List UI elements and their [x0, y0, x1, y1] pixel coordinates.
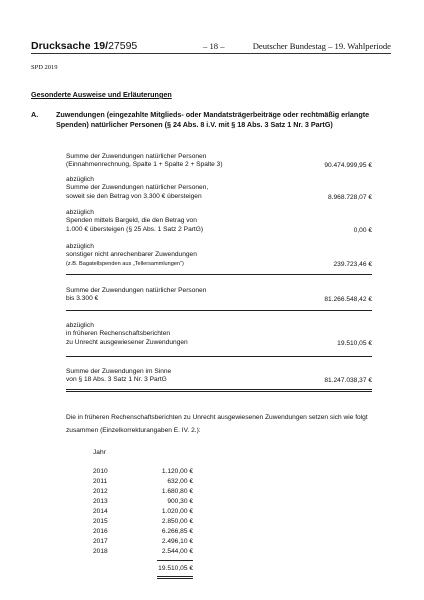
statement-row — [66, 176, 372, 202]
year: 2017 — [93, 538, 108, 545]
row-label-line: soweit sie den Betrag von 3.300 € übersteigen — [66, 192, 202, 200]
years-total: 19.510,05 € — [158, 565, 193, 572]
total-double-rule — [66, 389, 372, 392]
party-label: SPD 2019 — [31, 64, 58, 71]
row-label-line: abzüglich — [66, 209, 94, 216]
statement-row — [66, 153, 372, 170]
row-label-line: abzüglich — [66, 322, 94, 329]
header-rule — [31, 53, 391, 54]
row-note: (z.B. Bagatellspenden aus „Tellersammlungen“) — [66, 260, 184, 267]
row-label-line: Summe der Zuwendungen natürlicher Personen — [66, 287, 207, 294]
subtotal-rule — [66, 274, 372, 275]
row-label-line: bis 3.300 € — [66, 295, 99, 303]
page-header — [31, 40, 391, 54]
year-value: 900,30 € — [167, 498, 193, 505]
year: 2012 — [93, 488, 108, 495]
row-label-line: (Einnahmenrechnung, Spalte 1 + Spalte 2 + Spalte 3) — [66, 161, 223, 169]
statement-row — [66, 209, 372, 235]
row-amount: 19.510,05 € — [337, 339, 372, 347]
doc-number: 27595 — [108, 40, 138, 52]
row-label-line: abzüglich — [66, 176, 94, 183]
year: 2014 — [93, 508, 108, 515]
row-label-line: Spenden mittels Bargeld, die den Betrag von — [66, 217, 197, 225]
year: 2010 — [93, 468, 108, 475]
year: 2013 — [93, 498, 108, 505]
explanation-paragraph: Die in früheren Rechenschaftsberichten zu Unrecht ausgewiesenen Zuwendungen setzen sich wie folgt zusammen (Einzelkorrekturangaben E. IV. 2.): — [66, 414, 368, 434]
year-value: 632,00 € — [167, 478, 193, 485]
statement-row — [66, 243, 372, 269]
year: 2011 — [93, 478, 108, 485]
section-title: Gesonderte Ausweise und Erläuterungen — [31, 90, 172, 99]
statement-row — [66, 368, 372, 385]
row-amount: 81.266.548,42 € — [324, 295, 372, 303]
doc-prefix: Drucksache 19/ — [31, 40, 109, 52]
row-label-line: abzüglich — [66, 243, 94, 250]
year-column-header: Jahr — [93, 449, 106, 456]
year-value: 1.680,80 € — [161, 488, 193, 495]
year-value: 2.496,10 € — [161, 538, 193, 545]
row-amount: 90.474.999,95 € — [324, 161, 372, 169]
year-value: 6.266,85 € — [161, 528, 193, 535]
year-value: 2.850,00 € — [161, 518, 193, 525]
row-amount: 8.968.728,07 € — [328, 193, 372, 201]
row-label-line: 1.000 € übersteigen (§ 25 Abs. 1 Satz 2 PartG) — [66, 225, 204, 233]
divider-rule — [66, 310, 372, 311]
row-amount: 81.247.038,37 € — [324, 376, 372, 384]
document-number — [31, 40, 137, 52]
year: 2016 — [93, 528, 108, 535]
years-sum-rule — [157, 560, 193, 561]
row-label-line: Summe der Zuwendungen im Sinne — [66, 368, 172, 375]
subsection-text: Zuwendungen (eingezahlte Mitglieds- oder Mandatsträgerbeiträge oder rechtmäßig erlangte Spenden) natürlicher Personen (§ 24 Abs. 8 i.V. mit § 18 Abs. 3 Satz 1 Nr. 3 PartG) — [56, 110, 370, 129]
row-label-line: in früheren Rechenschaftsberichten — [66, 330, 171, 338]
row-label-line: Summe der Zuwendungen natürlicher Personen, — [66, 184, 209, 192]
parliament-period: Deutscher Bundestag – 19. Wahlperiode — [252, 41, 391, 51]
row-label-line: Summe der Zuwendungen natürlicher Personen — [66, 153, 207, 160]
page-number: – 18 – — [203, 41, 225, 51]
row-label-line: sonstiger nicht anrechenbarer Zuwendungen — [66, 251, 197, 259]
row-amount: 239.723,46 € — [333, 260, 372, 268]
row-amount: 0,00 € — [353, 226, 372, 234]
year-value: 2.544,00 € — [161, 548, 193, 555]
year: 2018 — [93, 548, 108, 555]
statement-row — [66, 322, 372, 348]
year: 2015 — [93, 518, 108, 525]
row-label-line: zu Unrecht ausgewiesener Zuwendungen — [66, 338, 188, 346]
subsection-letter: A. — [31, 110, 39, 119]
years-total-double-rule — [157, 576, 193, 579]
subtotal-rule — [66, 356, 372, 357]
row-label-line: von § 18 Abs. 3 Satz 1 Nr. 3 PartG — [66, 376, 167, 384]
year-value: 1.020,00 € — [161, 508, 193, 515]
statement-row — [66, 287, 372, 304]
year-value: 1.120,00 € — [161, 468, 193, 475]
